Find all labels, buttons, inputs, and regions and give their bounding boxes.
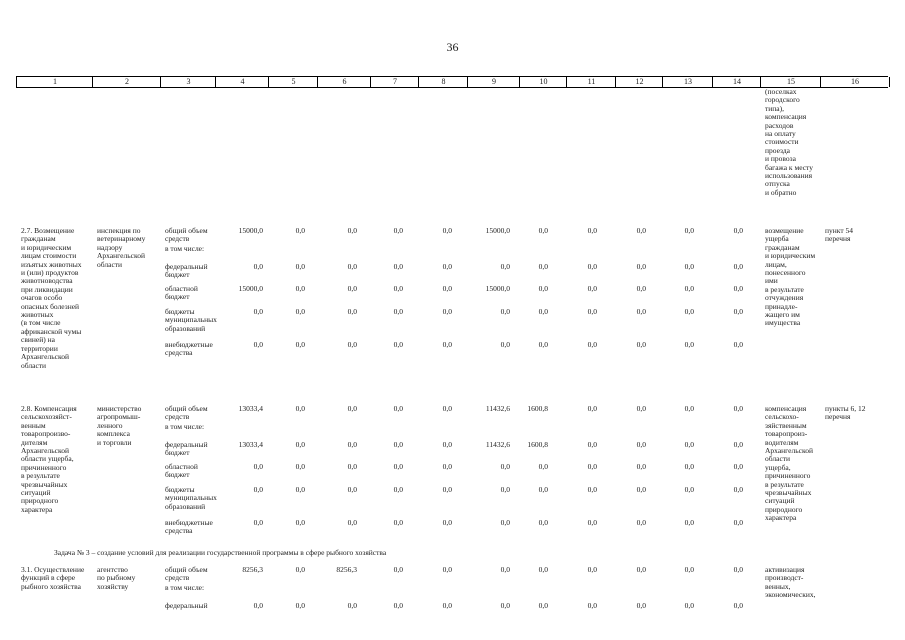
- value-cell: 0,0: [295, 518, 305, 527]
- value-cell: 0,0: [295, 485, 305, 494]
- header-cell: 12: [615, 77, 663, 87]
- value-cell: 0,0: [538, 284, 548, 293]
- funding-source-label: общий объем средств: [165, 226, 208, 244]
- value-cell: 0,0: [636, 340, 646, 349]
- value-cell: 0,0: [442, 284, 452, 293]
- value-cell: 0,0: [295, 565, 305, 574]
- value-cell: 0,0: [733, 226, 743, 235]
- value-cell: 0,0: [393, 262, 403, 271]
- value-cell: 0,0: [393, 404, 403, 413]
- header-cell: 7: [370, 77, 419, 87]
- value-cell: 0,0: [636, 226, 646, 235]
- value-cell: 0,0: [636, 601, 646, 610]
- value-cell: 0,0: [500, 485, 510, 494]
- header-cell: 1: [16, 77, 93, 87]
- row-program-item: 3.1. Осуществление функций в сфере рыбного хозяйства: [21, 565, 85, 591]
- value-cell: 0,0: [393, 485, 403, 494]
- value-cell: 0,0: [347, 485, 357, 494]
- value-cell: 0,0: [538, 340, 548, 349]
- value-cell: 0,0: [500, 340, 510, 349]
- value-cell: 0,0: [684, 485, 694, 494]
- value-cell: 0,0: [347, 404, 357, 413]
- value-cell: 0,0: [393, 462, 403, 471]
- value-cell: 0,0: [636, 440, 646, 449]
- value-cell: 0,0: [587, 284, 597, 293]
- value-cell: 0,0: [295, 226, 305, 235]
- value-cell: 0,0: [500, 262, 510, 271]
- value-cell: 0,0: [733, 262, 743, 271]
- funding-source-label: внебюджетные средства: [165, 340, 213, 358]
- funding-source-label: в том числе:: [165, 422, 205, 431]
- value-cell: 0,0: [393, 518, 403, 527]
- value-cell: 0,0: [442, 601, 452, 610]
- value-cell: 0,0: [347, 340, 357, 349]
- value-cell: 0,0: [347, 307, 357, 316]
- value-cell: 0,0: [442, 440, 452, 449]
- row-result: возмещение ущерба гражданам и юридическим лицам, понесенного ими в результате отчуждения принадле- жащего им имущества: [765, 226, 816, 328]
- value-cell: 15000,0: [238, 226, 263, 235]
- value-cell: 0,0: [733, 307, 743, 316]
- col15-continuation: (поселках городского типа), компенсация расходов на оплату стоимости проезда и провоза багажа к месту использования отпуска и обратно: [765, 87, 813, 197]
- value-cell: 13033,4: [238, 404, 263, 413]
- value-cell: 0,0: [733, 565, 743, 574]
- value-cell: 15000,0: [485, 226, 510, 235]
- value-cell: 0,0: [587, 262, 597, 271]
- value-cell: 0,0: [684, 340, 694, 349]
- value-cell: 0,0: [295, 601, 305, 610]
- value-cell: 0,0: [253, 262, 263, 271]
- value-cell: 0,0: [393, 284, 403, 293]
- value-cell: 8256,3: [242, 565, 263, 574]
- value-cell: 0,0: [295, 340, 305, 349]
- value-cell: 0,0: [347, 262, 357, 271]
- value-cell: 0,0: [733, 518, 743, 527]
- value-cell: 0,0: [253, 340, 263, 349]
- value-cell: 0,0: [733, 404, 743, 413]
- value-cell: 0,0: [538, 518, 548, 527]
- value-cell: 0,0: [636, 284, 646, 293]
- value-cell: 1600,8: [527, 404, 548, 413]
- value-cell: 15000,0: [238, 284, 263, 293]
- header-cell: 9: [467, 77, 520, 87]
- value-cell: 0,0: [500, 565, 510, 574]
- value-cell: 0,0: [442, 565, 452, 574]
- value-cell: 0,0: [538, 307, 548, 316]
- funding-source-label: областной бюджет: [165, 462, 198, 480]
- value-cell: 0,0: [442, 485, 452, 494]
- value-cell: 0,0: [587, 518, 597, 527]
- header-cell: 11: [566, 77, 616, 87]
- value-cell: 0,0: [442, 404, 452, 413]
- task-3-heading: Задача № 3 – создание условий для реализации государственной программы в сфере рыбного хозяйства: [54, 548, 387, 557]
- value-cell: 0,0: [636, 565, 646, 574]
- row-program-item: 2.8. Компенсация сельскохозяйст- венным товаропроизво- дителям Архангельской области ущерба, причиненного в результате чрезвычайных ситуаций природного характера: [21, 404, 77, 514]
- value-cell: 11432,6: [485, 440, 510, 449]
- value-cell: 0,0: [393, 565, 403, 574]
- value-cell: 0,0: [500, 518, 510, 527]
- value-cell: 0,0: [684, 601, 694, 610]
- value-cell: 0,0: [393, 340, 403, 349]
- value-cell: 0,0: [538, 565, 548, 574]
- row-reference: пункты 6, 12 перечня: [825, 404, 866, 422]
- value-cell: 0,0: [636, 518, 646, 527]
- value-cell: 0,0: [500, 601, 510, 610]
- value-cell: 0,0: [684, 462, 694, 471]
- row-executor: инспекция по ветеринарному надзору Архангельской области: [97, 226, 146, 269]
- header-cell: 14: [712, 77, 761, 87]
- value-cell: 0,0: [587, 340, 597, 349]
- value-cell: 0,0: [393, 440, 403, 449]
- funding-source-label: федеральный бюджет: [165, 440, 208, 458]
- value-cell: 0,0: [636, 307, 646, 316]
- value-cell: 0,0: [393, 226, 403, 235]
- value-cell: 0,0: [636, 462, 646, 471]
- value-cell: 0,0: [295, 440, 305, 449]
- funding-source-label: общий объем средств: [165, 565, 208, 583]
- row-result: активизация производст- венных, экономических,: [765, 565, 816, 600]
- value-cell: 0,0: [253, 601, 263, 610]
- header-cell: 3: [160, 77, 216, 87]
- value-cell: 0,0: [442, 226, 452, 235]
- row-program-item: 2.7. Возмещение гражданам и юридическим лицам стоимости изъятых животных и (или) продуктов животноводства при ликвидации очагов особо опасных болезней животных (в том числе африканской чумы свиней) на территории Архангельской области: [21, 226, 82, 370]
- value-cell: 1600,8: [527, 440, 548, 449]
- value-cell: 0,0: [684, 565, 694, 574]
- value-cell: 0,0: [442, 262, 452, 271]
- value-cell: 0,0: [636, 485, 646, 494]
- value-cell: 0,0: [538, 226, 548, 235]
- value-cell: 0,0: [733, 485, 743, 494]
- header-cell: 13: [662, 77, 713, 87]
- value-cell: 0,0: [442, 307, 452, 316]
- value-cell: 0,0: [253, 307, 263, 316]
- value-cell: 0,0: [393, 601, 403, 610]
- value-cell: 0,0: [587, 565, 597, 574]
- value-cell: 0,0: [253, 485, 263, 494]
- value-cell: 13033,4: [238, 440, 263, 449]
- value-cell: 0,0: [684, 226, 694, 235]
- funding-source-label: в том числе:: [165, 244, 205, 253]
- value-cell: 0,0: [538, 462, 548, 471]
- value-cell: 0,0: [684, 262, 694, 271]
- value-cell: 8256,3: [336, 565, 357, 574]
- value-cell: 0,0: [636, 262, 646, 271]
- value-cell: 0,0: [587, 485, 597, 494]
- value-cell: 0,0: [253, 462, 263, 471]
- value-cell: 0,0: [733, 601, 743, 610]
- funding-source-label: бюджеты муниципальных образований: [165, 307, 217, 333]
- value-cell: 0,0: [347, 518, 357, 527]
- value-cell: 0,0: [733, 462, 743, 471]
- value-cell: 0,0: [684, 284, 694, 293]
- header-cell: 4: [215, 77, 269, 87]
- page-number: 36: [446, 40, 459, 54]
- row-result: компенсация сельскохо- зяйственным товаропроиз- водителям Архангельской области ущерба, причиненного в результате чрезвычайных ситуаций природного характера: [765, 404, 813, 523]
- value-cell: 0,0: [587, 462, 597, 471]
- funding-source-label: бюджеты муниципальных образований: [165, 485, 217, 511]
- value-cell: 0,0: [587, 404, 597, 413]
- value-cell: 0,0: [295, 262, 305, 271]
- value-cell: 0,0: [538, 262, 548, 271]
- value-cell: 0,0: [253, 518, 263, 527]
- funding-source-label: общий объем средств: [165, 404, 208, 422]
- value-cell: 0,0: [500, 307, 510, 316]
- funding-source-label: в том числе:: [165, 583, 205, 592]
- value-cell: 0,0: [684, 307, 694, 316]
- value-cell: 0,0: [295, 404, 305, 413]
- value-cell: 0,0: [347, 226, 357, 235]
- value-cell: 0,0: [684, 440, 694, 449]
- header-cell: 5: [268, 77, 318, 87]
- funding-source-label: федеральный: [165, 601, 208, 610]
- value-cell: 0,0: [587, 307, 597, 316]
- value-cell: 0,0: [684, 404, 694, 413]
- value-cell: 0,0: [347, 440, 357, 449]
- funding-source-label: областной бюджет: [165, 284, 198, 302]
- header-cell: 16: [820, 77, 890, 87]
- row-reference: пункт 54 перечня: [825, 226, 853, 244]
- value-cell: 0,0: [636, 404, 646, 413]
- value-cell: 0,0: [587, 601, 597, 610]
- value-cell: 0,0: [347, 601, 357, 610]
- funding-source-label: федеральный бюджет: [165, 262, 208, 280]
- value-cell: 0,0: [393, 307, 403, 316]
- value-cell: 0,0: [442, 462, 452, 471]
- header-cell: 2: [92, 77, 161, 87]
- value-cell: 0,0: [733, 284, 743, 293]
- value-cell: 0,0: [733, 440, 743, 449]
- value-cell: 0,0: [442, 518, 452, 527]
- value-cell: 0,0: [538, 485, 548, 494]
- table-header-row: [16, 76, 888, 88]
- value-cell: 0,0: [538, 601, 548, 610]
- header-cell: 8: [418, 77, 468, 87]
- funding-source-label: внебюджетные средства: [165, 518, 213, 536]
- value-cell: 0,0: [684, 518, 694, 527]
- value-cell: 0,0: [295, 462, 305, 471]
- value-cell: 0,0: [347, 462, 357, 471]
- value-cell: 0,0: [295, 284, 305, 293]
- header-cell: 15: [760, 77, 821, 87]
- row-executor: агентство по рыбному хозяйству: [97, 565, 136, 591]
- value-cell: 15000,0: [485, 284, 510, 293]
- value-cell: 0,0: [347, 284, 357, 293]
- value-cell: 0,0: [587, 440, 597, 449]
- value-cell: 0,0: [295, 307, 305, 316]
- header-cell: 10: [519, 77, 567, 87]
- value-cell: 0,0: [442, 340, 452, 349]
- value-cell: 11432,6: [485, 404, 510, 413]
- value-cell: 0,0: [587, 226, 597, 235]
- header-cell: 6: [317, 77, 371, 87]
- value-cell: 0,0: [500, 462, 510, 471]
- value-cell: 0,0: [733, 340, 743, 349]
- row-executor: министерство агропромыш- ленного комплекса и торговли: [97, 404, 142, 447]
